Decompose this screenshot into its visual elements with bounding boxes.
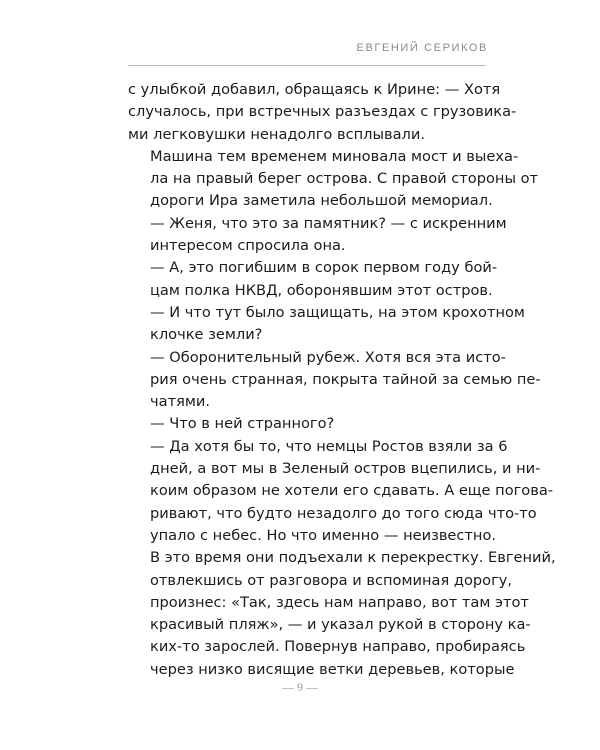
text-line: упало с небес. Но что именно — неизвестно. [150, 526, 497, 544]
paragraph [128, 436, 554, 547]
text-line: интересом спросила она. [150, 237, 346, 255]
paragraph [128, 347, 541, 414]
body-text [128, 79, 556, 681]
text-line: ривают, что будто незадолго до того сюда что-то [150, 504, 537, 522]
text-line: случалось, при встречных разъездах с грузовика- [128, 103, 517, 121]
text-line: — А, это погибшим в сорок первом году бой- [150, 259, 498, 277]
text-line: рия очень странная, покрыта тайной за семью пе- [150, 370, 541, 388]
text-line: ла на правый берег острова. С правой стороны от [150, 170, 539, 188]
paragraph [128, 79, 517, 146]
paragraph [128, 547, 556, 681]
header-rule [128, 65, 486, 66]
text-line: коим образом не хотели его сдавать. А еще погова- [150, 482, 554, 500]
text-line: ких-то зарослей. Повернув направо, пробираясь [150, 638, 526, 656]
text-line: красивый пляж», — и указал рукой в сторону ка- [150, 616, 531, 634]
running-head-author: ЕВГЕНИЙ СЕРИКОВ [356, 42, 488, 54]
text-line: через низко висящие ветки деревьев, которые [150, 660, 515, 678]
text-line: В это время они подъехали к перекрестку. Евгений, [150, 549, 556, 567]
paragraph [128, 302, 525, 347]
paragraph [128, 146, 539, 213]
text-line: — Женя, что это за памятник? — с искренним [150, 214, 507, 232]
text-line: отвлекшись от разговора и вспоминая дорогу, [150, 571, 513, 589]
text-line: — Оборонительный рубеж. Хотя вся эта исто- [150, 348, 506, 366]
paragraph [128, 413, 486, 435]
text-line: с улыбкой добавил, обращаясь к Ирине: — Хотя [128, 81, 501, 98]
text-line: — И что тут было защищать, на этом крохотном [150, 303, 525, 321]
text-line: цам полка НКВД, оборонявшим этот остров. [150, 281, 493, 299]
text-line: произнес: «Так, здесь нам направо, вот там этот [150, 593, 529, 611]
text-line: дороги Ира заметила небольшой мемориал. [150, 192, 493, 210]
text-line: чатями. [150, 393, 210, 411]
text-line: ми легковушки ненадолго всплывали. [128, 125, 425, 143]
paragraph [128, 213, 507, 258]
page-number: — 9 — [282, 680, 318, 694]
text-line: клочке земли? [150, 326, 263, 344]
text-line: Машина тем временем миновала мост и выеха- [150, 147, 519, 165]
text-line: — Что в ней странного? [150, 415, 335, 433]
text-line: дней, а вот мы в Зеленый остров вцепились, и ни- [150, 460, 541, 478]
text-line: — Да хотя бы то, что немцы Ростов взяли за 6 [150, 437, 508, 455]
paragraph [128, 257, 498, 302]
